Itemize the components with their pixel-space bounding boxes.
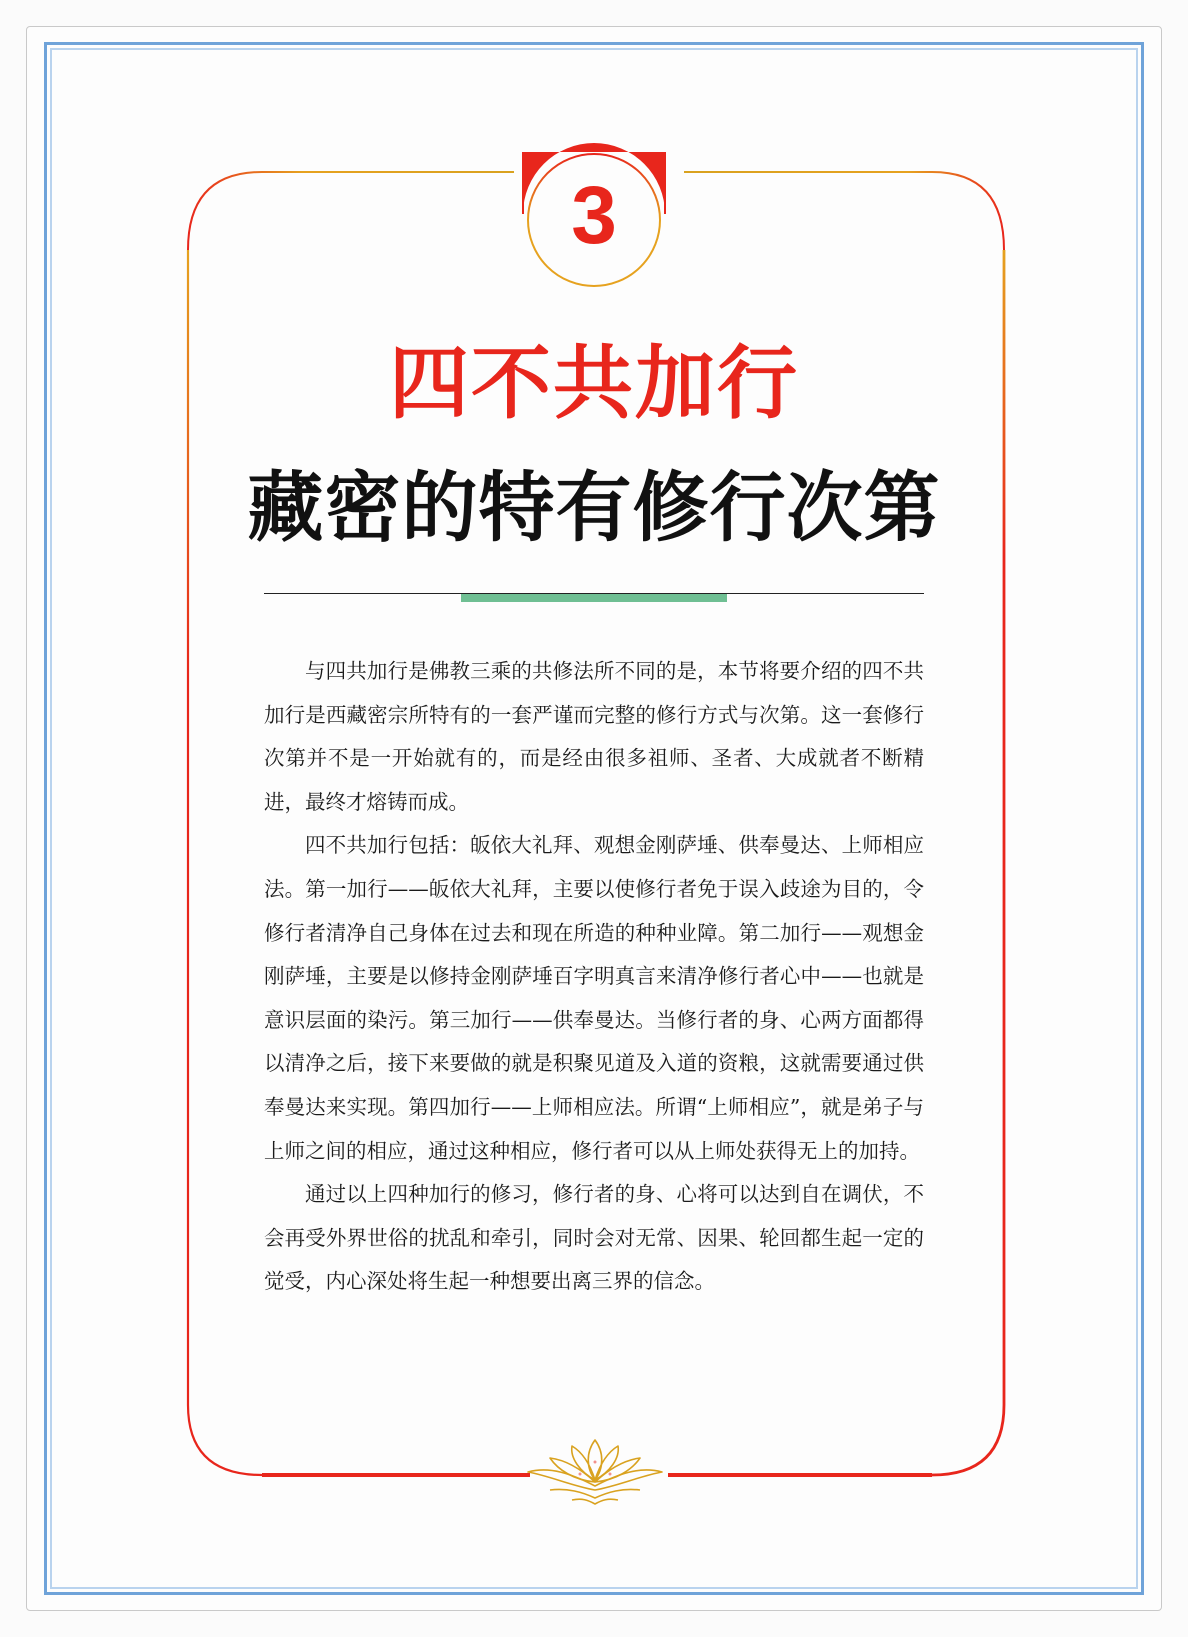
frame-top-left (188, 172, 514, 250)
paragraph-1: 与四共加行是佛教三乘的共修法所不同的是，本节将要介绍的四不共加行是西藏密宗所特有的一套严谨而完整的修行方式与次第。这一套修行次第并不是一开始就有的，而是经由很多祖师、圣者、大成就者不断精进，最终才熔铸而成。 (264, 659, 924, 814)
body-text (264, 650, 924, 1304)
chapter-number: 3 (571, 170, 617, 261)
frame-left-side (188, 250, 262, 1475)
chapter-subtitle: 藏密的特有修行次第 (247, 463, 941, 552)
paragraph-3: 通过以上四种加行的修习，修行者的身、心将可以达到自在调伏，不会再受外界世俗的扰乱和牵引，同时会对无常、因果、轮回都生起一定的觉受，内心深处将生起一种想要出离三界的信念。 (264, 1182, 924, 1294)
paragraph-2: 四不共加行包括：皈依大礼拜、观想金刚萨埵、供奉曼达、上师相应法。第一加行——皈依大礼拜，主要以使修行者免于误入歧途为目的，令修行者清净自己身体在过去和现在所造的种种业障。第二加行——观想金刚萨埵，主要是以修持金刚萨埵百字明真言来清净修行者心中——也就是意识层面的染污。第三加行——供奉曼达。当修行者的身、心两方面都得以清净之后，接下来要做的就是积聚见道及入道的资粮，这就需要通过供奉曼达来实现。第四加行——上师相应法。所谓“上师相应”，就是弟子与上师之间的相应，通过这种相应，修行者可以从上师处获得无上的加持。 (264, 833, 924, 1163)
chapter-title: 四不共加行 (389, 337, 799, 430)
lotus-ornament-icon (520, 1428, 670, 1508)
frame-right-side (932, 250, 1004, 1475)
frame-top-right (684, 172, 1004, 250)
title-divider-accent (461, 594, 727, 602)
